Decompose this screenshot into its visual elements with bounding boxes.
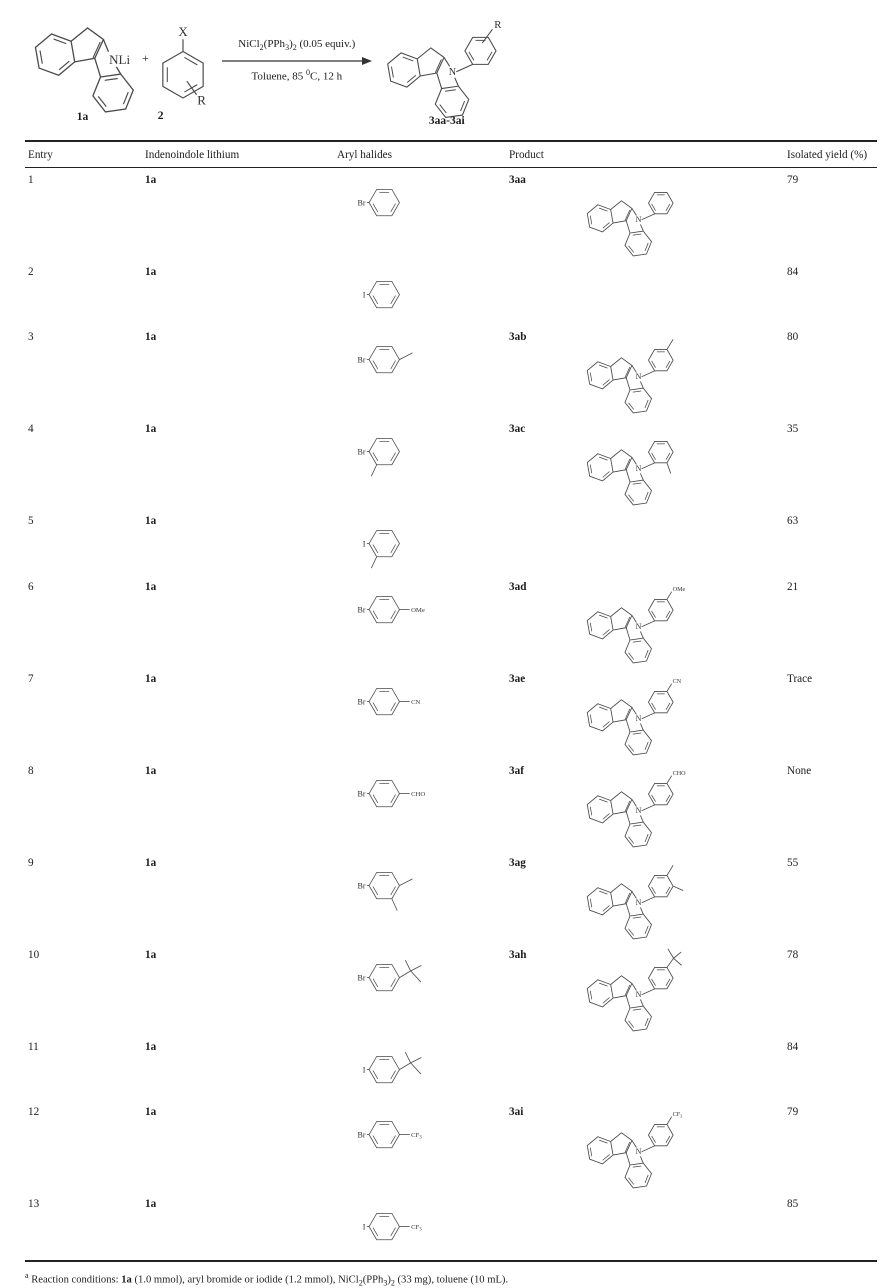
aryl-halide-structure [337,1198,509,1257]
product-id-label: 3ag [509,857,526,869]
header-indenoindole-lithium: Indenoindole lithium [145,149,240,161]
product-cell [509,949,767,1035]
product-id-label: 3aa [509,174,526,186]
entry-cell: 1 [28,174,34,186]
entry-cell: 8 [28,765,34,777]
product-structure [579,853,699,943]
scheme-product-structure [380,15,514,125]
svg-text:I: I [362,539,366,549]
svg-text:N: N [448,66,456,78]
aryl-halide-structure [337,1106,509,1165]
yield-cell: Trace [787,673,813,685]
product-structure [579,577,699,667]
svg-text:Br: Br [357,881,366,891]
entry-cell: 9 [28,857,34,869]
table-row [25,759,877,851]
svg-text:CN: CN [672,679,682,686]
svg-text:I: I [362,1065,366,1075]
svg-text:CF3: $CF_3$ [411,1224,422,1233]
aryl-halide-2 [152,20,214,122]
table-row [25,575,877,667]
product-structure [579,945,699,1035]
plus-sign: + [142,50,149,65]
svg-text:N: N [635,898,642,908]
product-id-label: 3ad [509,581,527,593]
table-header [25,140,877,168]
svg-text:X: X [178,24,188,39]
yield-cell: 63 [787,515,799,527]
reaction-arrow-icon [222,55,372,67]
table-row [25,1035,877,1100]
aryl-halide-structure [337,1041,509,1100]
entry-cell: 6 [28,581,34,593]
product-structure [579,761,699,851]
product-structure [579,170,699,260]
table-row [25,168,877,260]
product-cell [509,174,767,260]
svg-text:CF3: $CF_3$ [672,1112,683,1119]
table-bottom-rule [25,1260,877,1262]
svg-text:R: R [196,92,206,108]
scheme-product [380,15,514,127]
svg-text:Br: Br [357,789,366,799]
yield-cell: 79 [787,1106,799,1118]
product-cell [509,673,767,759]
table-row [25,260,877,325]
aryl-halide-generic-structure [152,20,214,114]
svg-text:OMe: OMe [672,587,686,594]
yield-cell: 21 [787,581,799,593]
svg-text:Br: Br [357,198,366,208]
aryl-halide-structure [337,765,509,824]
svg-text:CHO: CHO [672,771,686,778]
product-cell [509,331,767,417]
lithium-cell: 1a [145,1106,157,1118]
svg-text:Br: Br [357,973,366,983]
entry-cell: 7 [28,673,34,685]
scheme-product-label: 3aa-3ai [428,115,465,127]
entry-cell: 3 [28,331,34,343]
yield-cell: 35 [787,423,799,435]
svg-text:Br: Br [357,447,366,457]
product-cell [509,423,767,509]
svg-text:N: N [635,464,642,474]
table-row [25,1192,877,1260]
reaction-conditions-line2: Toluene, 85 $^0$C, 12 h [251,67,343,83]
header-product: Product [509,149,544,161]
product-structure [579,419,699,509]
lithium-cell: 1a [145,1198,157,1210]
svg-text:N: N [635,215,642,225]
aryl-halide-structure [337,423,509,482]
table-footnote: $^a$ Reaction conditions: 1a (1.0 mmol), aryl bromide or iodide (1.2 mmol), $NiCl_2(PPh_3)_2$ (33 mg), toluene (10 mL). [25,1271,509,1288]
product-id-label: 3ab [509,331,527,343]
lithium-cell: 1a [145,765,157,777]
svg-text:Br: Br [357,697,366,707]
yield-cell: 80 [787,331,799,343]
yield-cell: 55 [787,857,799,869]
aryl-halide-structure [337,581,509,640]
svg-text:N: N [635,1147,642,1157]
svg-text:R: R [494,19,502,32]
lithium-cell: 1a [145,857,157,869]
entry-cell: 13 [28,1198,40,1210]
svg-text:N: N [635,622,642,632]
svg-text:N: N [635,714,642,724]
aryl-halide-structure [337,857,509,916]
aryl-halide-label: 2 [157,110,164,122]
product-id-label: 3af [509,765,524,777]
yield-cell: 79 [787,174,799,186]
aryl-halide-structure [337,331,509,390]
lithium-cell: 1a [145,949,157,961]
table-row [25,667,877,759]
svg-text:I: I [362,290,366,300]
table-row [25,417,877,509]
svg-text:Br: Br [357,1130,366,1140]
product-structure [579,327,699,417]
entry-cell: 4 [28,423,34,435]
lithium-cell: 1a [145,515,157,527]
aryl-halide-structure [337,949,509,1008]
product-id-label: 3ai [509,1106,524,1118]
svg-text:NLi: NLi [109,51,131,67]
product-structure [579,669,699,759]
reactant-1a [26,20,139,123]
table-body [25,168,877,1260]
entry-cell: 2 [28,266,34,278]
product-id-label: 3ac [509,423,526,435]
yield-cell: None [787,765,812,777]
product-cell [509,857,767,943]
svg-text:I: I [362,1222,366,1232]
aryl-halide-structure [337,174,509,233]
svg-text:N: N [635,806,642,816]
svg-text:Br: Br [357,605,366,615]
yield-cell: 85 [787,1198,799,1210]
aryl-halide-structure [337,266,509,325]
lithium-cell: 1a [145,673,157,685]
lithium-cell: 1a [145,174,157,186]
entry-cell: 11 [28,1041,39,1053]
svg-text:CHO: CHO [411,791,426,799]
header-entry: Entry [28,149,53,161]
product-structure [579,1102,699,1192]
results-table [25,140,877,1260]
entry-cell: 10 [28,949,40,961]
yield-cell: 84 [787,266,799,278]
aryl-halide-structure [337,515,509,574]
product-cell [509,1106,767,1192]
reaction-arrow-block [222,36,372,85]
lithium-cell: 1a [145,1041,157,1053]
table-row [25,943,877,1035]
header-isolated-yield: Isolated yield (%) [787,149,868,161]
table-row [25,509,877,575]
product-id-label: 3ae [509,673,526,685]
table-row [25,325,877,417]
lithium-cell: 1a [145,266,157,278]
reaction-scheme [0,0,896,136]
svg-text:Br: Br [357,355,366,365]
table-row [25,851,877,943]
product-id-label: 3ah [509,949,527,961]
indenoindole-lithium-structure [26,20,139,121]
svg-text:N: N [635,990,642,1000]
product-cell [509,581,767,667]
yield-cell: 78 [787,949,799,961]
table-row [25,1100,877,1192]
svg-text:CN: CN [411,699,421,707]
header-aryl-halides: Aryl halides [337,149,392,161]
svg-text:OMe: OMe [411,607,425,615]
svg-text:CF3: $CF_3$ [411,1132,422,1141]
yield-cell: 84 [787,1041,799,1053]
reactant-1a-label: 1a [76,110,89,123]
svg-text:N: N [635,372,642,382]
product-cell [509,765,767,851]
entry-cell: 5 [28,515,34,527]
entry-cell: 12 [28,1106,40,1118]
aryl-halide-structure [337,673,509,732]
reaction-conditions-line1: $NiCl_2(PPh_3)_2$ (0.05 equiv.) [238,37,356,52]
lithium-cell: 1a [145,581,157,593]
lithium-cell: 1a [145,423,157,435]
lithium-cell: 1a [145,331,157,343]
